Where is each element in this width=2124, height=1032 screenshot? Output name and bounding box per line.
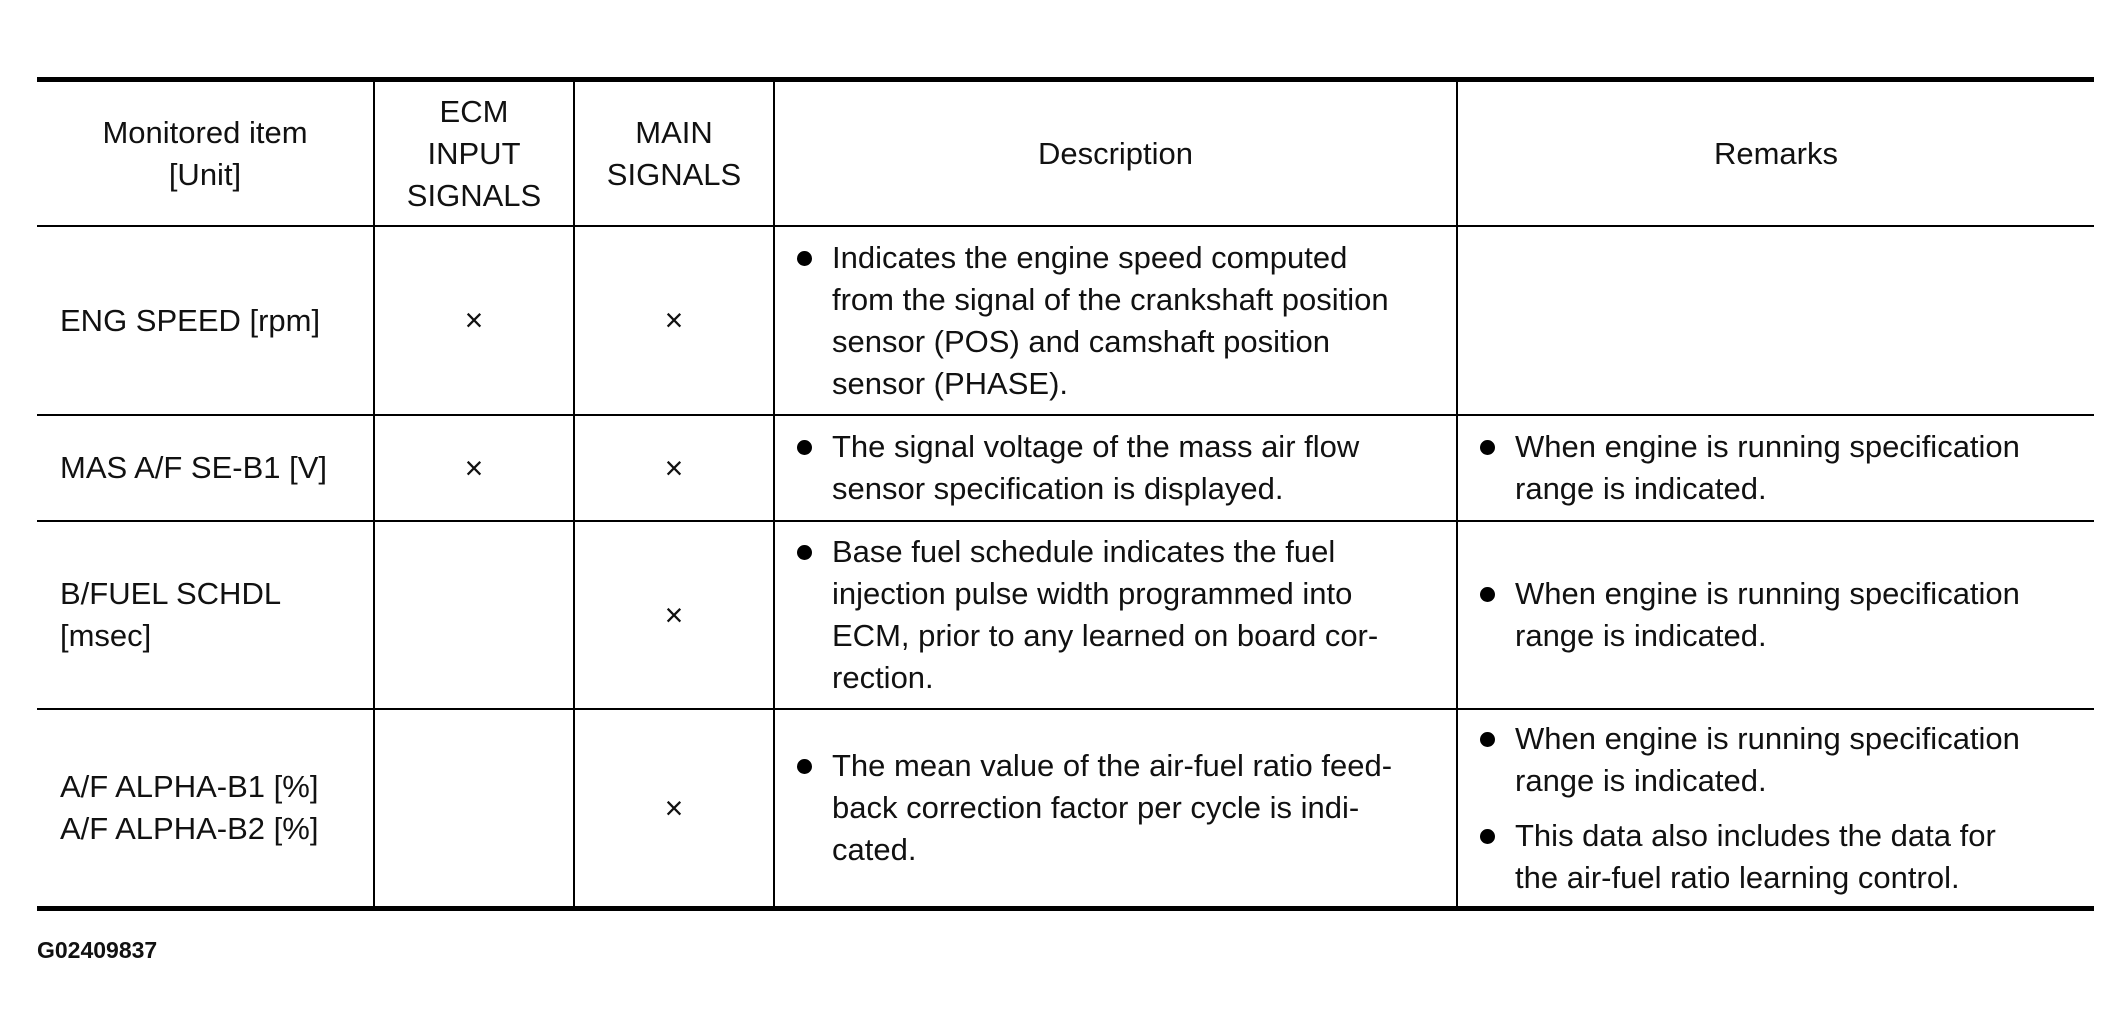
main-signal-cell	[574, 415, 774, 521]
main-signal-cell	[574, 709, 774, 909]
text-line: Description	[1037, 135, 1194, 171]
text-line: When engine is running specification	[1515, 720, 2020, 756]
bullet-text	[1515, 426, 2084, 510]
text-line: [Unit]	[168, 156, 242, 192]
text-line: sensor (PHASE).	[832, 365, 1069, 401]
text-line: A/F ALPHA-B1 [%]	[60, 769, 319, 804]
main-signal-mark: ×	[664, 302, 684, 338]
ecm-input-cell	[374, 521, 574, 709]
text-line: injection pulse width programmed into	[832, 576, 1353, 611]
main-signal-mark: ×	[664, 596, 684, 633]
bullet-text	[832, 531, 1446, 699]
text-line: sensor specification is displayed.	[832, 471, 1284, 506]
bullet-list	[1480, 573, 2084, 657]
bullet-text	[1515, 573, 2084, 657]
ecm-input-mark: ×	[464, 302, 484, 338]
bullet-list	[797, 531, 1446, 699]
text-line: the air-fuel ratio learning control.	[1515, 859, 1960, 895]
description-cell	[774, 415, 1457, 521]
text-line: Remarks	[1713, 135, 1838, 171]
text-line: Indicates the engine speed computed	[832, 239, 1348, 275]
remarks-cell	[1457, 226, 2094, 415]
remarks-cell	[1457, 521, 2094, 709]
bullet-item	[1480, 426, 2084, 510]
bullet-list	[797, 237, 1446, 405]
header-remarks	[1457, 80, 2094, 227]
bullet-dot-icon	[797, 440, 812, 455]
main-signal-mark: ×	[664, 449, 684, 486]
text-line: ECM	[439, 93, 509, 129]
description-cell	[774, 521, 1457, 709]
text-line: The signal voltage of the mass air flow	[832, 429, 1360, 464]
header-monitored-item	[37, 80, 374, 227]
bullet-list	[797, 426, 1446, 510]
text-line: Base fuel schedule indicates the fuel	[832, 534, 1336, 569]
bullet-item	[797, 745, 1446, 871]
description-cell	[774, 226, 1457, 415]
text-line: cated.	[832, 832, 917, 867]
bullet-dot-icon	[1480, 587, 1495, 602]
text-line: range is indicated.	[1515, 471, 1767, 506]
text-line: This data also includes the data for	[1515, 817, 1996, 853]
text-line: B/FUEL SCHDL	[60, 576, 282, 611]
main-signal-cell	[574, 521, 774, 709]
table-row	[37, 415, 2094, 521]
remarks-cell	[1457, 415, 2094, 521]
bullet-text	[1515, 815, 2084, 899]
table-row	[37, 709, 2094, 909]
text-line: [msec]	[60, 618, 152, 653]
table-body	[37, 226, 2094, 909]
bullet-text	[1515, 718, 2084, 802]
text-line: back correction factor per cycle is indi-	[832, 790, 1360, 825]
monitored-item-cell	[37, 415, 374, 521]
bullet-item	[797, 426, 1446, 510]
ecm-input-cell	[374, 226, 574, 415]
text-line: range is indicated.	[1515, 762, 1767, 798]
monitored-item-cell	[37, 521, 374, 709]
bullet-text	[832, 745, 1446, 871]
text-line: ENG SPEED [rpm]	[60, 302, 321, 338]
bullet-item	[1480, 573, 2084, 657]
text-line: SIGNALS	[406, 177, 542, 213]
ecm-input-cell	[374, 709, 574, 909]
text-line: When engine is running specification	[1515, 576, 2020, 611]
table-header	[37, 80, 2094, 227]
description-cell	[774, 709, 1457, 909]
text-line: from the signal of the crankshaft position	[832, 281, 1389, 317]
header-row	[37, 80, 2094, 227]
bullet-dot-icon	[1480, 829, 1495, 844]
monitored-items-table	[37, 77, 2094, 911]
bullet-list	[1480, 718, 2084, 899]
text-line: ECM, prior to any learned on board cor-	[832, 618, 1379, 653]
bullet-item	[797, 531, 1446, 699]
remarks-cell	[1457, 709, 2094, 909]
monitored-item-cell	[37, 226, 374, 415]
text-line: SIGNALS	[606, 156, 742, 192]
table-row	[37, 226, 2094, 415]
text-line: sensor (POS) and camshaft position	[832, 323, 1330, 359]
text-line: Monitored item	[102, 114, 308, 150]
bullet-text	[832, 426, 1446, 510]
figure-id-label: G02409837	[37, 937, 158, 963]
bullet-list	[1480, 426, 2084, 510]
bullet-item	[1480, 718, 2084, 802]
bullet-dot-icon	[1480, 732, 1495, 747]
bullet-list	[797, 745, 1446, 871]
bullet-dot-icon	[797, 251, 812, 266]
text-line: rection.	[832, 660, 934, 695]
bullet-dot-icon	[797, 545, 812, 560]
header-main-signals	[574, 80, 774, 227]
header-description	[774, 80, 1457, 227]
bullet-text	[832, 237, 1446, 405]
monitored-item-cell	[37, 709, 374, 909]
bullet-item	[1480, 815, 2084, 899]
ecm-input-cell	[374, 415, 574, 521]
text-line: INPUT	[427, 135, 521, 171]
bullet-dot-icon	[1480, 440, 1495, 455]
text-line: The mean value of the air-fuel ratio feed-	[832, 748, 1393, 783]
bullet-item	[797, 237, 1446, 405]
ecm-input-mark: ×	[464, 449, 484, 486]
main-signal-mark: ×	[664, 789, 684, 826]
text-line: MAIN	[635, 114, 713, 150]
text-line: A/F ALPHA-B2 [%]	[60, 811, 319, 846]
table-row	[37, 521, 2094, 709]
header-ecm-input-signals	[374, 80, 574, 227]
text-line: MAS A/F SE-B1 [V]	[60, 450, 328, 485]
main-signal-cell	[574, 226, 774, 415]
text-line: When engine is running specification	[1515, 429, 2020, 464]
bullet-dot-icon	[797, 759, 812, 774]
text-line: range is indicated.	[1515, 618, 1767, 653]
